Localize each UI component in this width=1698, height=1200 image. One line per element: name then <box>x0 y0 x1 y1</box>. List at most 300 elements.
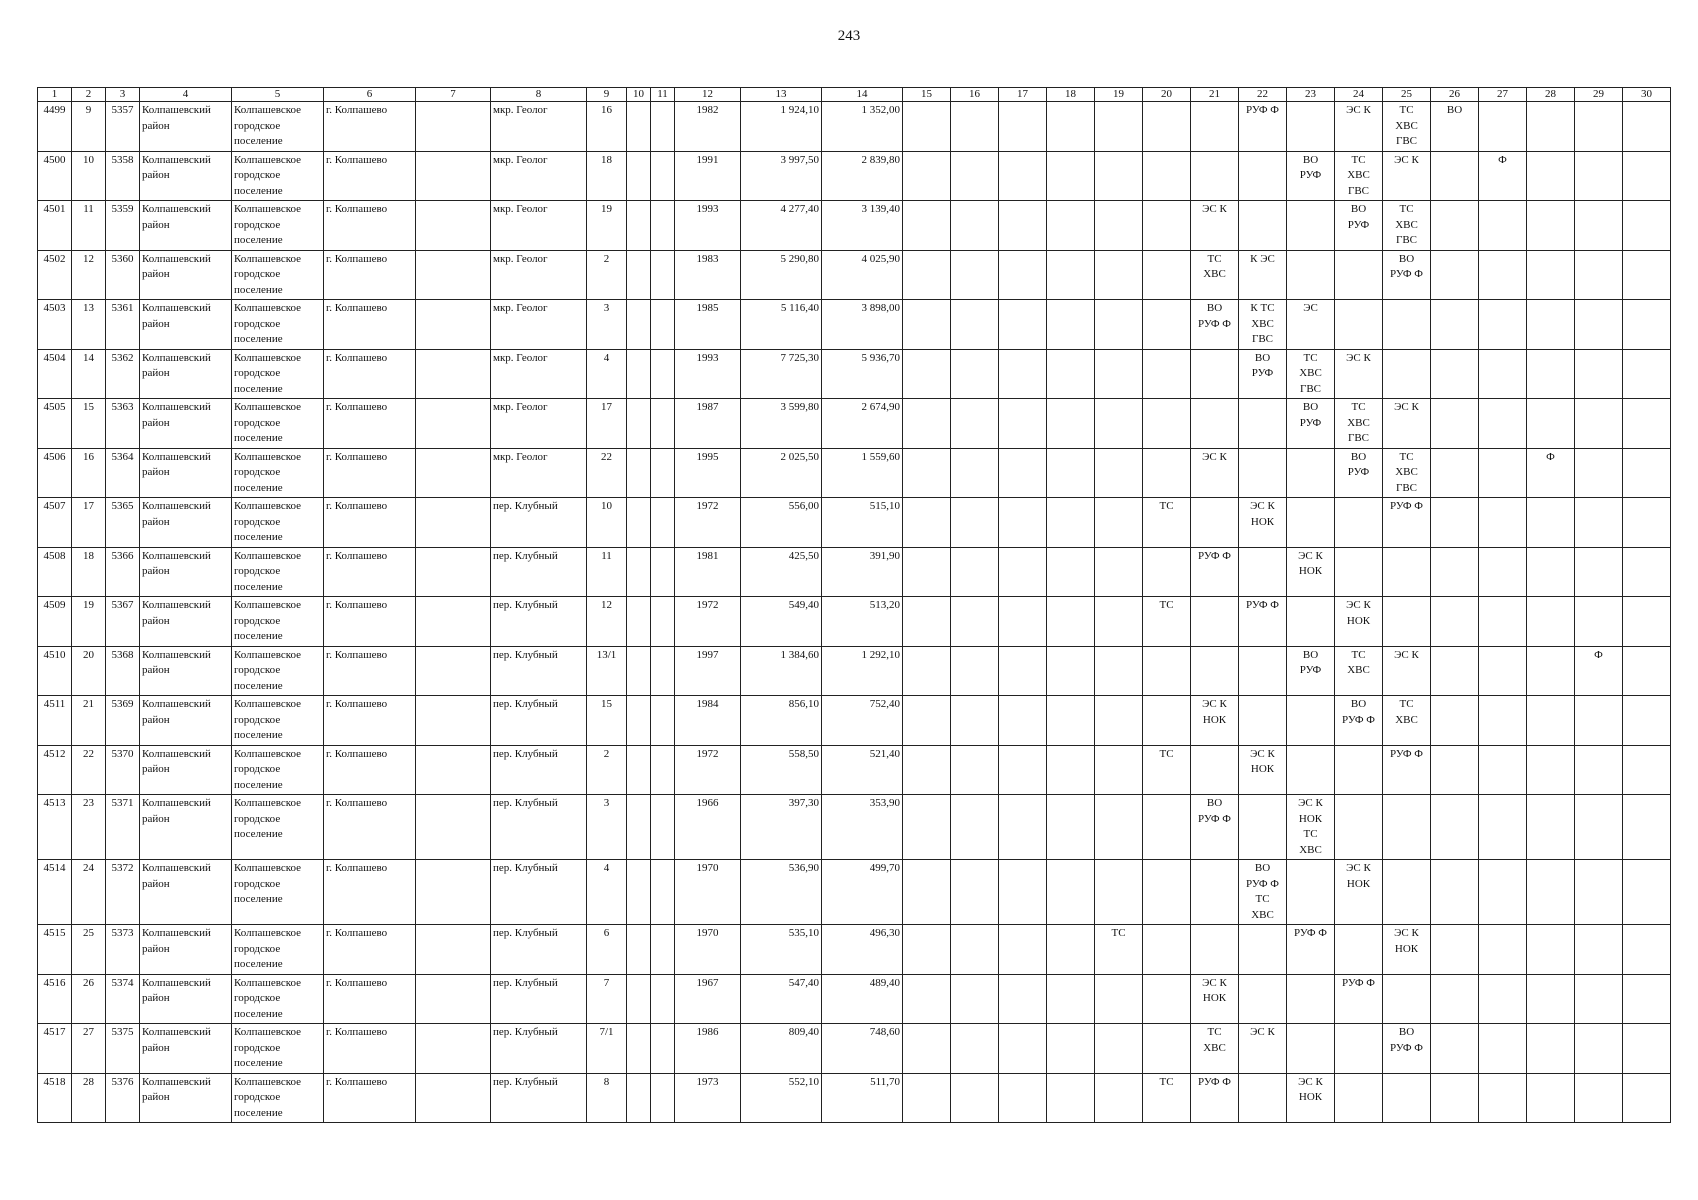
cell-col-7 <box>416 1073 491 1123</box>
cell-col-27 <box>1479 795 1527 860</box>
cell-col-23 <box>1287 597 1335 647</box>
cell-col-4: Колпашевский район <box>140 349 232 399</box>
cell-col-7 <box>416 597 491 647</box>
cell-col-25: ЭС К <box>1383 646 1431 696</box>
cell-col-9: 7 <box>587 974 627 1024</box>
cell-col-30 <box>1623 597 1671 647</box>
cell-col-23 <box>1287 745 1335 795</box>
cell-col-21 <box>1191 498 1239 548</box>
cell-col-2: 15 <box>72 399 106 449</box>
cell-col-4: Колпашевский район <box>140 696 232 746</box>
column-header-25: 25 <box>1383 88 1431 102</box>
cell-col-15 <box>903 1073 951 1123</box>
cell-col-22: К ТС ХВС ГВС <box>1239 300 1287 350</box>
cell-col-4: Колпашевский район <box>140 860 232 925</box>
cell-col-20 <box>1143 547 1191 597</box>
cell-col-13: 397,30 <box>741 795 822 860</box>
cell-col-20: ТС <box>1143 597 1191 647</box>
cell-col-2: 21 <box>72 696 106 746</box>
cell-col-23 <box>1287 696 1335 746</box>
cell-col-22 <box>1239 1073 1287 1123</box>
cell-col-13: 535,10 <box>741 925 822 975</box>
cell-col-27 <box>1479 860 1527 925</box>
cell-col-1: 4513 <box>38 795 72 860</box>
cell-col-20: ТС <box>1143 1073 1191 1123</box>
cell-col-17 <box>999 448 1047 498</box>
cell-col-10 <box>627 201 651 251</box>
cell-col-19 <box>1095 696 1143 746</box>
table-header <box>38 88 1671 102</box>
cell-col-3: 5362 <box>106 349 140 399</box>
cell-col-14: 391,90 <box>822 547 903 597</box>
cell-col-3: 5358 <box>106 151 140 201</box>
cell-col-28 <box>1527 250 1575 300</box>
cell-col-28 <box>1527 102 1575 152</box>
cell-col-20 <box>1143 399 1191 449</box>
cell-col-8: мкр. Геолог <box>491 102 587 152</box>
cell-col-1: 4508 <box>38 547 72 597</box>
cell-col-1: 4514 <box>38 860 72 925</box>
cell-col-24: ЭС К НОК <box>1335 860 1383 925</box>
cell-col-11 <box>651 349 675 399</box>
cell-col-10 <box>627 102 651 152</box>
cell-col-24 <box>1335 1024 1383 1074</box>
cell-col-10 <box>627 745 651 795</box>
cell-col-25: ТС ХВС ГВС <box>1383 102 1431 152</box>
cell-col-17 <box>999 102 1047 152</box>
column-header-22: 22 <box>1239 88 1287 102</box>
cell-col-24 <box>1335 547 1383 597</box>
column-header-16: 16 <box>951 88 999 102</box>
cell-col-30 <box>1623 349 1671 399</box>
cell-col-18 <box>1047 597 1095 647</box>
cell-col-19 <box>1095 102 1143 152</box>
cell-col-24: ЭС К <box>1335 349 1383 399</box>
table-row <box>38 250 1671 300</box>
cell-col-21 <box>1191 102 1239 152</box>
cell-col-12: 1987 <box>675 399 741 449</box>
cell-col-16 <box>951 925 999 975</box>
cell-col-3: 5376 <box>106 1073 140 1123</box>
cell-col-8: мкр. Геолог <box>491 201 587 251</box>
cell-col-1: 4501 <box>38 201 72 251</box>
cell-col-21 <box>1191 925 1239 975</box>
cell-col-22 <box>1239 547 1287 597</box>
cell-col-27 <box>1479 102 1527 152</box>
cell-col-17 <box>999 696 1047 746</box>
cell-col-22 <box>1239 646 1287 696</box>
cell-col-4: Колпашевский район <box>140 300 232 350</box>
cell-col-8: пер. Клубный <box>491 547 587 597</box>
cell-col-24: ТС ХВС ГВС <box>1335 151 1383 201</box>
cell-col-26 <box>1431 597 1479 647</box>
cell-col-21 <box>1191 349 1239 399</box>
cell-col-7 <box>416 925 491 975</box>
cell-col-10 <box>627 925 651 975</box>
cell-col-17 <box>999 250 1047 300</box>
cell-col-24: ТС ХВС ГВС <box>1335 399 1383 449</box>
table-body <box>38 102 1671 1123</box>
cell-col-29 <box>1575 498 1623 548</box>
cell-col-16 <box>951 860 999 925</box>
cell-col-20 <box>1143 201 1191 251</box>
cell-col-7 <box>416 795 491 860</box>
cell-col-22 <box>1239 925 1287 975</box>
cell-col-16 <box>951 399 999 449</box>
cell-col-2: 14 <box>72 349 106 399</box>
cell-col-22 <box>1239 201 1287 251</box>
cell-col-8: мкр. Геолог <box>491 151 587 201</box>
cell-col-19: ТС <box>1095 925 1143 975</box>
cell-col-21: ТС ХВС <box>1191 1024 1239 1074</box>
cell-col-23 <box>1287 974 1335 1024</box>
cell-col-24 <box>1335 1073 1383 1123</box>
cell-col-14: 489,40 <box>822 974 903 1024</box>
cell-col-6: г. Колпашево <box>324 860 416 925</box>
cell-col-6: г. Колпашево <box>324 696 416 746</box>
cell-col-19 <box>1095 1024 1143 1074</box>
column-header-3: 3 <box>106 88 140 102</box>
cell-col-10 <box>627 448 651 498</box>
table-row <box>38 151 1671 201</box>
cell-col-25 <box>1383 300 1431 350</box>
cell-col-25: ТС ХВС ГВС <box>1383 448 1431 498</box>
register-table <box>37 87 1671 1123</box>
cell-col-2: 9 <box>72 102 106 152</box>
table-row <box>38 300 1671 350</box>
cell-col-29 <box>1575 201 1623 251</box>
cell-col-29 <box>1575 250 1623 300</box>
table-row <box>38 102 1671 152</box>
cell-col-26: ВО <box>1431 102 1479 152</box>
cell-col-18 <box>1047 646 1095 696</box>
cell-col-3: 5371 <box>106 795 140 860</box>
cell-col-26 <box>1431 250 1479 300</box>
cell-col-23 <box>1287 1024 1335 1074</box>
cell-col-19 <box>1095 547 1143 597</box>
cell-col-19 <box>1095 349 1143 399</box>
cell-col-1: 4499 <box>38 102 72 152</box>
cell-col-9: 8 <box>587 1073 627 1123</box>
cell-col-9: 13/1 <box>587 646 627 696</box>
cell-col-18 <box>1047 300 1095 350</box>
cell-col-15 <box>903 300 951 350</box>
cell-col-14: 1 352,00 <box>822 102 903 152</box>
cell-col-6: г. Колпашево <box>324 201 416 251</box>
cell-col-3: 5372 <box>106 860 140 925</box>
cell-col-9: 22 <box>587 448 627 498</box>
cell-col-1: 4504 <box>38 349 72 399</box>
cell-col-9: 6 <box>587 925 627 975</box>
cell-col-11 <box>651 860 675 925</box>
cell-col-19 <box>1095 250 1143 300</box>
cell-col-2: 20 <box>72 646 106 696</box>
cell-col-12: 1973 <box>675 1073 741 1123</box>
cell-col-30 <box>1623 300 1671 350</box>
cell-col-15 <box>903 102 951 152</box>
cell-col-20 <box>1143 250 1191 300</box>
cell-col-15 <box>903 1024 951 1074</box>
table-row <box>38 745 1671 795</box>
cell-col-11 <box>651 399 675 449</box>
cell-col-20 <box>1143 795 1191 860</box>
cell-col-4: Колпашевский район <box>140 102 232 152</box>
cell-col-24 <box>1335 300 1383 350</box>
cell-col-26 <box>1431 399 1479 449</box>
cell-col-7 <box>416 745 491 795</box>
column-header-19: 19 <box>1095 88 1143 102</box>
cell-col-25: ЭС К НОК <box>1383 925 1431 975</box>
cell-col-18 <box>1047 151 1095 201</box>
cell-col-7 <box>416 399 491 449</box>
table-row <box>38 795 1671 860</box>
cell-col-2: 17 <box>72 498 106 548</box>
cell-col-27 <box>1479 498 1527 548</box>
cell-col-27 <box>1479 1024 1527 1074</box>
cell-col-25: РУФ Ф <box>1383 745 1431 795</box>
cell-col-12: 1993 <box>675 201 741 251</box>
cell-col-2: 11 <box>72 201 106 251</box>
cell-col-22 <box>1239 151 1287 201</box>
cell-col-23: ВО РУФ <box>1287 646 1335 696</box>
cell-col-17 <box>999 498 1047 548</box>
column-header-29: 29 <box>1575 88 1623 102</box>
cell-col-17 <box>999 349 1047 399</box>
cell-col-20 <box>1143 696 1191 746</box>
cell-col-24 <box>1335 250 1383 300</box>
cell-col-16 <box>951 498 999 548</box>
cell-col-5: Колпашевское городское поселение <box>232 201 324 251</box>
table-row <box>38 1024 1671 1074</box>
cell-col-6: г. Колпашево <box>324 974 416 1024</box>
cell-col-25: ВО РУФ Ф <box>1383 1024 1431 1074</box>
table-row <box>38 498 1671 548</box>
cell-col-23: ВО РУФ <box>1287 151 1335 201</box>
cell-col-18 <box>1047 547 1095 597</box>
cell-col-2: 28 <box>72 1073 106 1123</box>
cell-col-29 <box>1575 547 1623 597</box>
cell-col-18 <box>1047 1073 1095 1123</box>
cell-col-29 <box>1575 151 1623 201</box>
cell-col-4: Колпашевский район <box>140 925 232 975</box>
cell-col-13: 1 384,60 <box>741 646 822 696</box>
cell-col-10 <box>627 250 651 300</box>
cell-col-13: 2 025,50 <box>741 448 822 498</box>
cell-col-14: 515,10 <box>822 498 903 548</box>
cell-col-11 <box>651 547 675 597</box>
cell-col-15 <box>903 597 951 647</box>
cell-col-11 <box>651 448 675 498</box>
cell-col-15 <box>903 860 951 925</box>
cell-col-11 <box>651 597 675 647</box>
cell-col-15 <box>903 745 951 795</box>
cell-col-16 <box>951 300 999 350</box>
cell-col-29 <box>1575 745 1623 795</box>
cell-col-1: 4507 <box>38 498 72 548</box>
cell-col-10 <box>627 646 651 696</box>
cell-col-3: 5370 <box>106 745 140 795</box>
cell-col-20 <box>1143 974 1191 1024</box>
cell-col-12: 1984 <box>675 696 741 746</box>
cell-col-12: 1967 <box>675 974 741 1024</box>
cell-col-7 <box>416 349 491 399</box>
cell-col-24: ВО РУФ <box>1335 448 1383 498</box>
cell-col-28 <box>1527 974 1575 1024</box>
cell-col-20 <box>1143 925 1191 975</box>
cell-col-12: 1993 <box>675 349 741 399</box>
cell-col-6: г. Колпашево <box>324 925 416 975</box>
cell-col-9: 10 <box>587 498 627 548</box>
table-row <box>38 399 1671 449</box>
cell-col-2: 24 <box>72 860 106 925</box>
cell-col-18 <box>1047 250 1095 300</box>
cell-col-11 <box>651 696 675 746</box>
cell-col-25 <box>1383 1073 1431 1123</box>
cell-col-27 <box>1479 925 1527 975</box>
cell-col-1: 4515 <box>38 925 72 975</box>
cell-col-16 <box>951 974 999 1024</box>
cell-col-13: 425,50 <box>741 547 822 597</box>
column-header-10: 10 <box>627 88 651 102</box>
cell-col-12: 1970 <box>675 860 741 925</box>
cell-col-10 <box>627 696 651 746</box>
cell-col-9: 17 <box>587 399 627 449</box>
cell-col-17 <box>999 745 1047 795</box>
cell-col-16 <box>951 1024 999 1074</box>
table-row <box>38 974 1671 1024</box>
page-number: 243 <box>837 28 861 44</box>
cell-col-1: 4511 <box>38 696 72 746</box>
cell-col-6: г. Колпашево <box>324 1073 416 1123</box>
table-row <box>38 201 1671 251</box>
cell-col-28 <box>1527 300 1575 350</box>
cell-col-24 <box>1335 745 1383 795</box>
cell-col-29 <box>1575 696 1623 746</box>
cell-col-29 <box>1575 102 1623 152</box>
cell-col-14: 499,70 <box>822 860 903 925</box>
cell-col-1: 4510 <box>38 646 72 696</box>
cell-col-3: 5375 <box>106 1024 140 1074</box>
cell-col-9: 2 <box>587 250 627 300</box>
cell-col-25: ТС ХВС <box>1383 696 1431 746</box>
cell-col-13: 3 599,80 <box>741 399 822 449</box>
cell-col-8: пер. Клубный <box>491 1024 587 1074</box>
cell-col-17 <box>999 399 1047 449</box>
cell-col-14: 748,60 <box>822 1024 903 1074</box>
cell-col-14: 496,30 <box>822 925 903 975</box>
cell-col-15 <box>903 795 951 860</box>
cell-col-9: 12 <box>587 597 627 647</box>
cell-col-21: ЭС К <box>1191 448 1239 498</box>
cell-col-26 <box>1431 1073 1479 1123</box>
cell-col-7 <box>416 300 491 350</box>
cell-col-17 <box>999 795 1047 860</box>
cell-col-14: 353,90 <box>822 795 903 860</box>
cell-col-19 <box>1095 151 1143 201</box>
cell-col-5: Колпашевское городское поселение <box>232 1024 324 1074</box>
cell-col-30 <box>1623 547 1671 597</box>
cell-col-23 <box>1287 102 1335 152</box>
cell-col-26 <box>1431 448 1479 498</box>
cell-col-27 <box>1479 1073 1527 1123</box>
cell-col-13: 1 924,10 <box>741 102 822 152</box>
cell-col-27 <box>1479 250 1527 300</box>
cell-col-20 <box>1143 448 1191 498</box>
cell-col-19 <box>1095 399 1143 449</box>
column-header-6: 6 <box>324 88 416 102</box>
cell-col-29 <box>1575 349 1623 399</box>
cell-col-16 <box>951 151 999 201</box>
cell-col-26 <box>1431 547 1479 597</box>
cell-col-13: 558,50 <box>741 745 822 795</box>
cell-col-17 <box>999 201 1047 251</box>
cell-col-12: 1997 <box>675 646 741 696</box>
cell-col-6: г. Колпашево <box>324 349 416 399</box>
cell-col-18 <box>1047 860 1095 925</box>
cell-col-4: Колпашевский район <box>140 646 232 696</box>
cell-col-27 <box>1479 399 1527 449</box>
cell-col-22: К ЭС <box>1239 250 1287 300</box>
cell-col-18 <box>1047 795 1095 860</box>
cell-col-4: Колпашевский район <box>140 151 232 201</box>
cell-col-28 <box>1527 498 1575 548</box>
cell-col-19 <box>1095 448 1143 498</box>
cell-col-24: ЭС К НОК <box>1335 597 1383 647</box>
cell-col-16 <box>951 547 999 597</box>
cell-col-28 <box>1527 795 1575 860</box>
cell-col-10 <box>627 547 651 597</box>
cell-col-12: 1995 <box>675 448 741 498</box>
cell-col-27 <box>1479 646 1527 696</box>
cell-col-23: ЭС К НОК <box>1287 1073 1335 1123</box>
cell-col-1: 4506 <box>38 448 72 498</box>
cell-col-15 <box>903 250 951 300</box>
cell-col-28 <box>1527 349 1575 399</box>
cell-col-5: Колпашевское городское поселение <box>232 795 324 860</box>
cell-col-25: РУФ Ф <box>1383 498 1431 548</box>
cell-col-7 <box>416 860 491 925</box>
cell-col-14: 513,20 <box>822 597 903 647</box>
cell-col-10 <box>627 974 651 1024</box>
cell-col-23: ЭС <box>1287 300 1335 350</box>
cell-col-3: 5366 <box>106 547 140 597</box>
cell-col-21: РУФ Ф <box>1191 1073 1239 1123</box>
cell-col-5: Колпашевское городское поселение <box>232 498 324 548</box>
cell-col-29 <box>1575 1073 1623 1123</box>
cell-col-19 <box>1095 498 1143 548</box>
cell-col-25 <box>1383 547 1431 597</box>
column-header-18: 18 <box>1047 88 1095 102</box>
cell-col-9: 7/1 <box>587 1024 627 1074</box>
column-header-23: 23 <box>1287 88 1335 102</box>
cell-col-23: ТС ХВС ГВС <box>1287 349 1335 399</box>
cell-col-22: РУФ Ф <box>1239 597 1287 647</box>
cell-col-28 <box>1527 547 1575 597</box>
table-row <box>38 448 1671 498</box>
cell-col-16 <box>951 448 999 498</box>
cell-col-27 <box>1479 974 1527 1024</box>
cell-col-11 <box>651 1024 675 1074</box>
cell-col-2: 13 <box>72 300 106 350</box>
cell-col-28: Ф <box>1527 448 1575 498</box>
cell-col-15 <box>903 498 951 548</box>
cell-col-1: 4512 <box>38 745 72 795</box>
cell-col-26 <box>1431 1024 1479 1074</box>
cell-col-26 <box>1431 696 1479 746</box>
cell-col-7 <box>416 1024 491 1074</box>
cell-col-16 <box>951 1073 999 1123</box>
column-header-5: 5 <box>232 88 324 102</box>
